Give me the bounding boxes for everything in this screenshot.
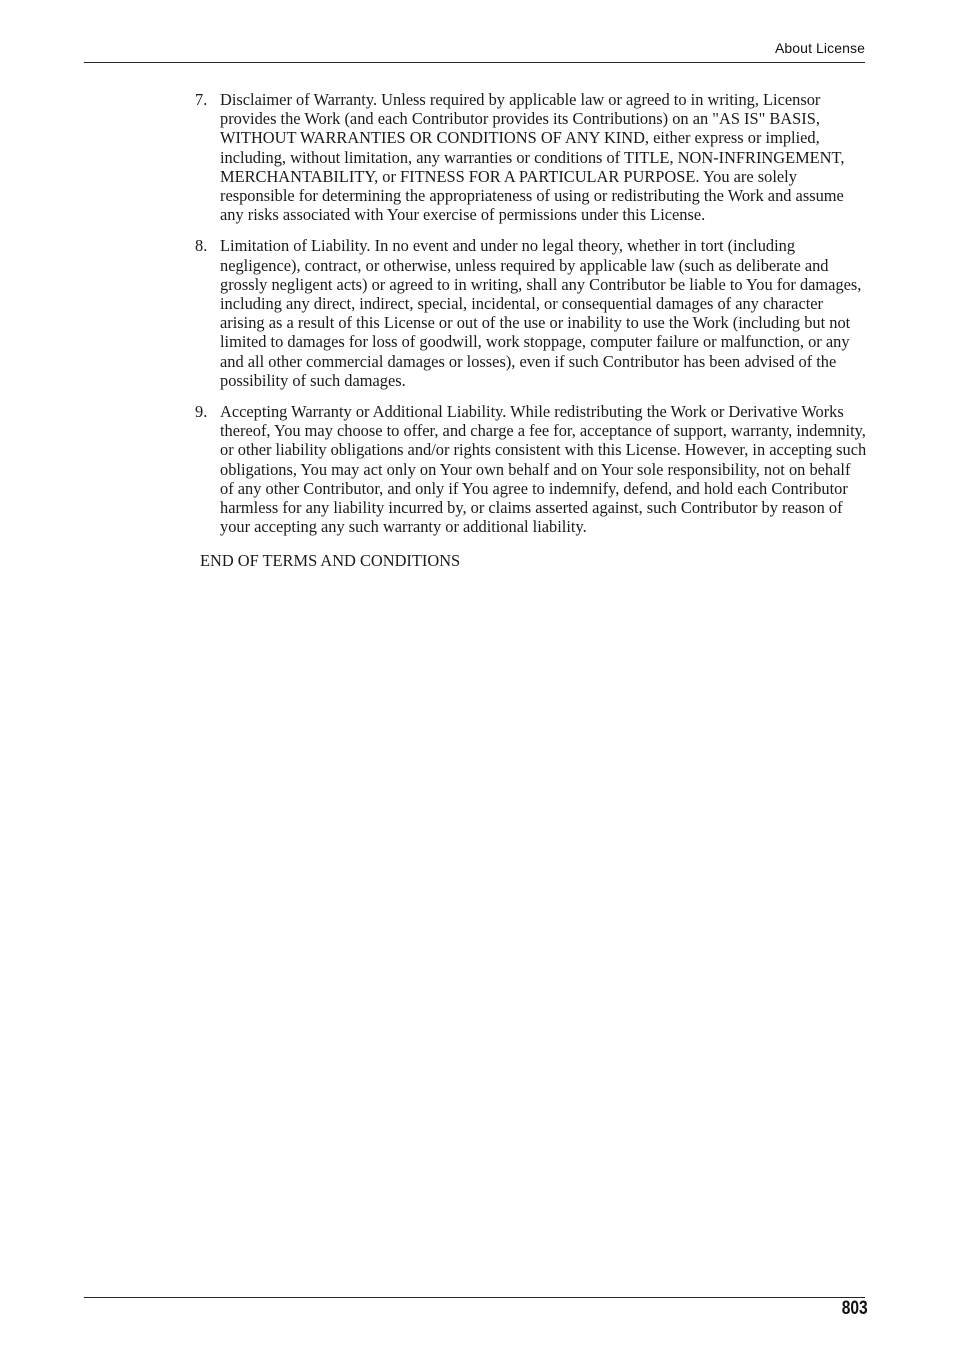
- header-divider: [84, 62, 865, 63]
- end-of-terms: END OF TERMS AND CONDITIONS: [200, 551, 461, 571]
- clause-number: 7.: [195, 90, 208, 109]
- clause-number: 9.: [195, 402, 208, 422]
- license-body: [195, 90, 867, 571]
- page-number: 803: [842, 1298, 868, 1319]
- running-header: About License: [774, 40, 865, 56]
- clause-text: Disclaimer of Warranty. Unless required by applicable law or agreed to in writing, Licensor provides the Work (and each Contributor provides its Contributions) on an "AS IS" BASIS, WITHOUT WARRANTIES OR CONDITIONS OF ANY KIND, either express or implied, including, without limitation, any warranties or conditions of TITLE, NON-INFRINGEMENT, MERCHANTABILITY, or FITNESS FOR A PARTICULAR PURPOSE. You are solely responsible for determining the appropriateness of using or redistributing the Work and assume any risks associated with Your exercise of permissions under this License.: [220, 90, 845, 225]
- clause-7: [195, 90, 867, 224]
- footer-divider: [84, 1297, 865, 1298]
- clause-number: 8.: [195, 236, 208, 256]
- clause-8: [195, 236, 867, 390]
- clause-text: Limitation of Liability. In no event and under no legal theory, whether in tort (including negligence), contract, or otherwise, unless required by applicable law (such as deliberate and grossly negligent acts) or agreed to in writing, shall any Contributor be liable to You for damages, including any direct, indirect, special, incidental, or consequential damages of any character arising as a result of this License or out of the use or inability to use the Work (including but not limited to damages for loss of goodwill, work stoppage, computer failure or malfunction, or any and all other commercial damages or losses), even if such Contributor has been advised of the possibility of such damages.: [220, 236, 862, 390]
- clause-text: Accepting Warranty or Additional Liability. While redistributing the Work or Derivative Works thereof, You may choose to offer, and charge a fee for, acceptance of support, warranty, indemnity, or other liability obligations and/or rights consistent with this License. However, in accepting such obligations, You may act only on Your own behalf and on Your sole responsibility, not on behalf of any other Contributor, and only if You agree to indemnify, defend, and hold each Contributor harmless for any liability incurred by, or claims asserted against, such Contributor by reason of your accepting any such warranty or additional liability.: [220, 402, 867, 537]
- clause-9: [195, 402, 867, 536]
